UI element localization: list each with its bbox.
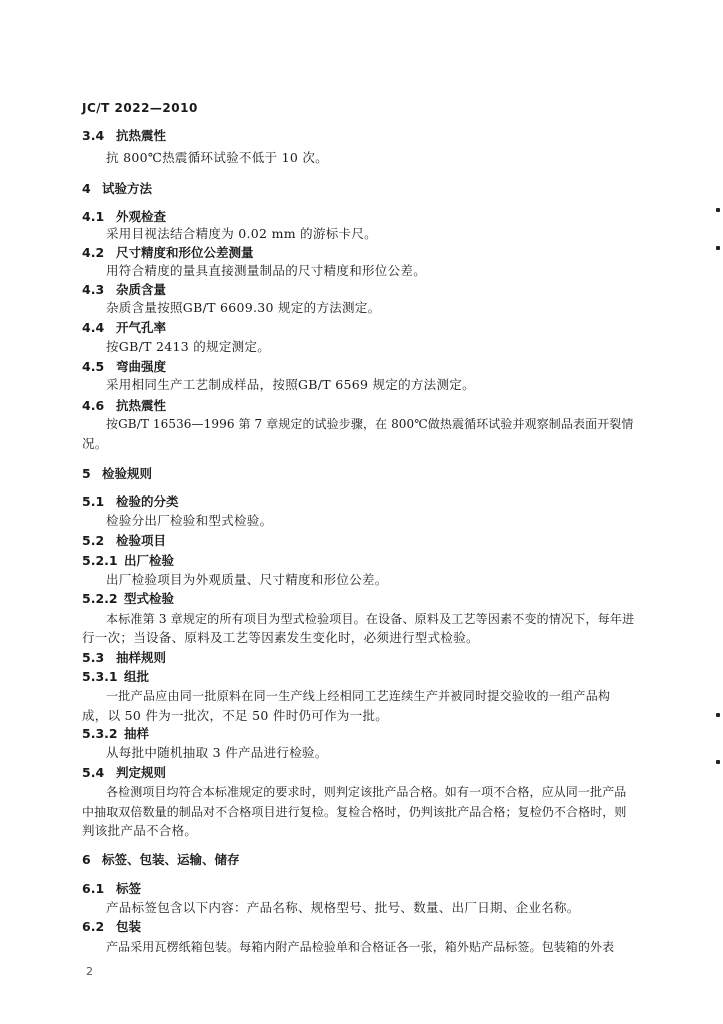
section-title: 弯曲强度 bbox=[116, 359, 167, 374]
chapter-heading bbox=[82, 852, 240, 868]
standard-code-header: JC/T 2022—2010 bbox=[82, 101, 198, 115]
paragraph-line: 中抽取双倍数量的制品对不合格项目进行复检。复检合格时，仍判该批产品合格；复检仍不合格时，则 bbox=[82, 805, 627, 819]
section-heading bbox=[82, 282, 166, 298]
subsection-number: 5.3.1 bbox=[82, 669, 118, 684]
section-heading bbox=[82, 650, 166, 666]
section-number: 4.5 bbox=[82, 359, 105, 374]
paragraph: 出厂检验项目为外观质量、尺寸精度和形位公差。 bbox=[106, 572, 388, 587]
chapter-heading bbox=[82, 466, 152, 482]
section-heading bbox=[82, 398, 166, 414]
section-heading bbox=[82, 919, 141, 935]
chapter-title: 试验方法 bbox=[102, 181, 153, 196]
subsection-number: 5.2.2 bbox=[82, 591, 118, 606]
section-heading bbox=[82, 359, 166, 375]
subsection-title: 型式检验 bbox=[124, 591, 175, 606]
paragraph: 产品标签包含以下内容：产品名称、规格型号、批号、数量、出厂日期、企业名称。 bbox=[106, 900, 580, 915]
section-number: 6.2 bbox=[82, 919, 105, 934]
paragraph-line: 按GB/T 16536—1996 第 7 章规定的试验步骤，在 800℃做热震循环试验并观察制品表面开裂情 bbox=[106, 417, 634, 431]
section-number: 6.1 bbox=[82, 881, 105, 896]
section-title: 抗热震性 bbox=[116, 128, 167, 143]
paragraph: 用符合精度的量具直接测量制品的尺寸精度和形位公差。 bbox=[106, 263, 427, 278]
section-number: 4.2 bbox=[82, 245, 105, 260]
section-number: 4.4 bbox=[82, 320, 105, 335]
subsection-title: 组批 bbox=[124, 669, 150, 684]
section-title: 杂质含量 bbox=[116, 282, 167, 297]
section-heading bbox=[82, 881, 141, 897]
subsection-heading bbox=[82, 591, 174, 607]
section-number: 5.3 bbox=[82, 650, 105, 665]
section-heading bbox=[82, 209, 166, 225]
section-number: 4.6 bbox=[82, 398, 105, 413]
scan-speck bbox=[716, 760, 720, 764]
section-title: 抽样规则 bbox=[116, 650, 167, 665]
chapter-number: 5 bbox=[82, 466, 91, 481]
paragraph: 按GB/T 2413 的规定测定。 bbox=[106, 339, 271, 354]
scan-speck bbox=[716, 246, 720, 250]
section-heading bbox=[82, 765, 166, 781]
section-number: 5.2 bbox=[82, 533, 105, 548]
paragraph: 抗 800℃热震循环试验不低于 10 次。 bbox=[106, 150, 328, 165]
chapter-number: 6 bbox=[82, 852, 91, 867]
subsection-heading bbox=[82, 669, 149, 685]
section-title: 抗热震性 bbox=[116, 398, 167, 413]
paragraph: 采用目视法结合精度为 0.02 mm 的游标卡尺。 bbox=[106, 226, 377, 241]
paragraph-line: 各检测项目均符合本标准规定的要求时，则判定该批产品合格。如有一项不合格，应从同一批产品 bbox=[106, 785, 627, 799]
section-heading bbox=[82, 533, 166, 549]
paragraph-line: 况。 bbox=[82, 436, 108, 451]
paragraph-line: 成，以 50 件为一批次，不足 50 件时仍可作为一批。 bbox=[82, 708, 389, 723]
subsection-heading bbox=[82, 726, 149, 742]
section-title: 判定规则 bbox=[116, 765, 167, 780]
section-title: 检验的分类 bbox=[116, 494, 179, 509]
paragraph-line: 判该批产品不合格。 bbox=[82, 823, 198, 838]
subsection-title: 抽样 bbox=[124, 726, 150, 741]
scan-speck bbox=[716, 713, 720, 717]
chapter-title: 标签、包装、运输、储存 bbox=[102, 852, 240, 867]
section-title: 外观检查 bbox=[116, 209, 167, 224]
page-number: 2 bbox=[86, 965, 93, 978]
section-number: 5.1 bbox=[82, 494, 105, 509]
paragraph: 从每批中随机抽取 3 件产品进行检验。 bbox=[106, 745, 328, 760]
section-title: 检验项目 bbox=[116, 533, 167, 548]
paragraph-line: 一批产品应由同一批原料在同一生产线上经相同工艺连续生产并被同时提交验收的一组产品构 bbox=[106, 689, 611, 703]
section-title: 尺寸精度和形位公差测量 bbox=[116, 245, 254, 260]
paragraph: 杂质含量按照GB/T 6609.30 规定的方法测定。 bbox=[106, 300, 381, 315]
section-number: 4.1 bbox=[82, 209, 105, 224]
paragraph-line: 行一次；当设备、原料及工艺等因素发生变化时，必须进行型式检验。 bbox=[82, 630, 479, 645]
section-heading bbox=[82, 320, 166, 336]
section-heading bbox=[82, 245, 254, 261]
section-heading bbox=[82, 128, 166, 144]
section-number: 3.4 bbox=[82, 128, 105, 143]
paragraph-line: 本标准第 3 章规定的所有项目为型式检验项目。在设备、原料及工艺等因素不变的情况下，每年进 bbox=[106, 612, 635, 626]
section-title: 开气孔率 bbox=[116, 320, 167, 335]
paragraph-line: 产品采用瓦楞纸箱包装。每箱内附产品检验单和合格证各一张，箱外贴产品标签。包装箱的外表 bbox=[106, 940, 615, 954]
subsection-title: 出厂检验 bbox=[124, 553, 175, 568]
chapter-number: 4 bbox=[82, 181, 91, 196]
paragraph: 检验分出厂检验和型式检验。 bbox=[106, 513, 273, 528]
section-title: 标签 bbox=[116, 881, 142, 896]
section-number: 5.4 bbox=[82, 765, 105, 780]
subsection-number: 5.2.1 bbox=[82, 553, 118, 568]
section-number: 4.3 bbox=[82, 282, 105, 297]
section-heading bbox=[82, 494, 179, 510]
chapter-title: 检验规则 bbox=[102, 466, 153, 481]
scan-speck bbox=[716, 208, 720, 212]
subsection-heading bbox=[82, 553, 174, 569]
subsection-number: 5.3.2 bbox=[82, 726, 118, 741]
section-title: 包装 bbox=[116, 919, 142, 934]
chapter-heading bbox=[82, 181, 152, 197]
paragraph: 采用相同生产工艺制成样品，按照GB/T 6569 规定的方法测定。 bbox=[106, 377, 475, 392]
